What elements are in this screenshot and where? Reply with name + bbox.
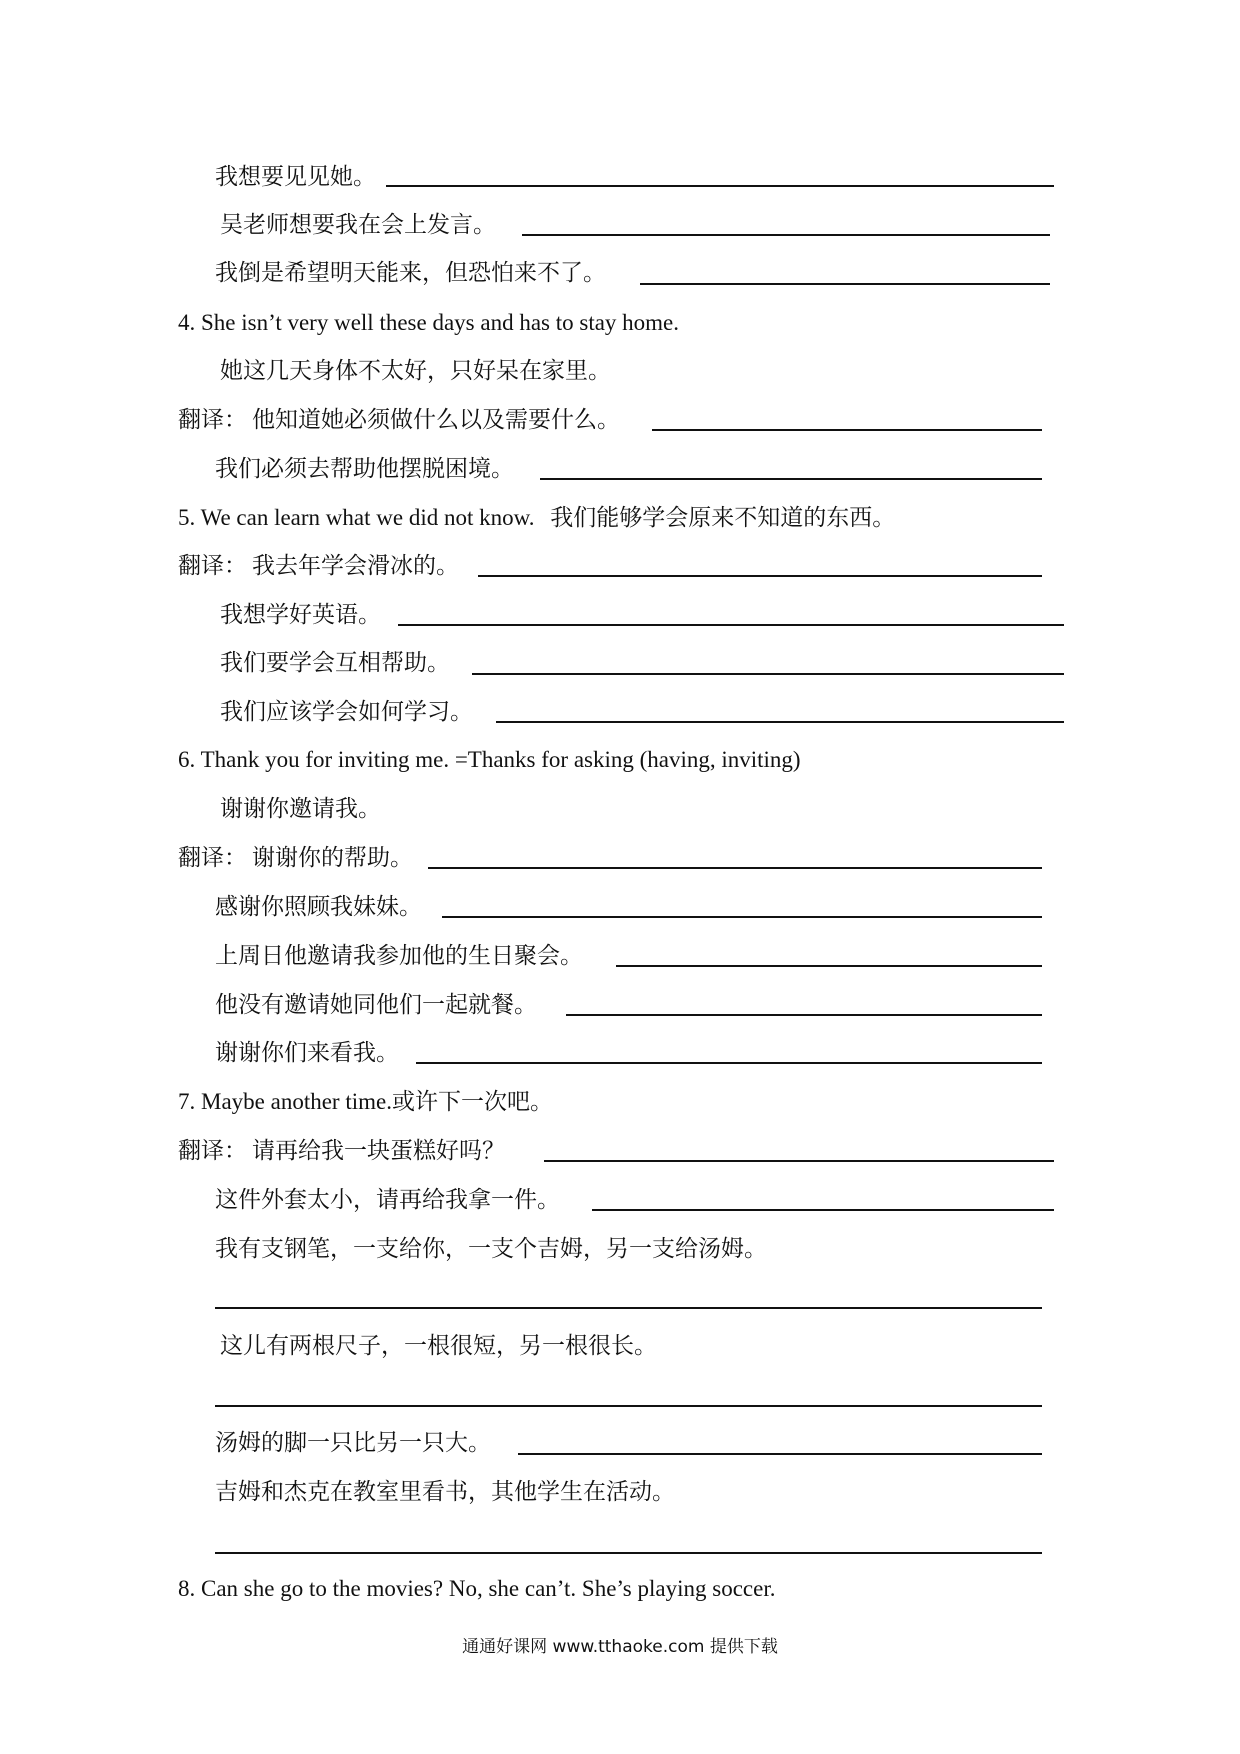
sentence-4-2: 我们必须去帮助他摆脱困境。 [215,456,514,482]
answer-blank[interactable] [416,1062,1042,1064]
answer-blank[interactable] [386,185,1054,187]
answer-blank[interactable] [472,673,1064,675]
section-7-heading-cn: 或许下一次吧。 [391,1089,553,1115]
section-7-heading-en: 7. Maybe another time. [178,1089,392,1114]
section-4-heading: 4. She isn’t very well these days and has to stay home. [178,310,680,335]
sentence-7-6: 吉姆和杰克在教室里看书，其他学生在活动。 [215,1479,675,1505]
sentence-4-1: 他知道她必须做什么以及需要什么。 [252,407,620,433]
section-6-heading: 6. Thank you for inviting me. =Thanks for asking (having, inviting) [178,747,801,772]
sentence-6-3: 上周日他邀请我参加他的生日聚会。 [215,943,583,969]
answer-blank[interactable] [616,965,1042,967]
answer-blank[interactable] [592,1209,1054,1211]
answer-blank[interactable] [215,1307,1042,1309]
section-4-meaning: 她这几天身体不太好，只好呆在家里。 [220,358,611,384]
sentence-6-4: 他没有邀请她同他们一起就餐。 [215,992,537,1018]
translate-label: 翻译： [178,407,247,433]
sentence-7-3: 我有支钢笔，一支给你，一支个吉姆，另一支给汤姆。 [215,1236,767,1262]
section-5-heading-cn: 我们能够学会原来不知道的东西。 [550,505,896,531]
sentence-5-3: 我们要学会互相帮助。 [220,650,450,676]
sentence-7-1: 请再给我一块蛋糕好吗？ [252,1138,505,1164]
answer-blank[interactable] [540,478,1042,480]
answer-blank[interactable] [640,283,1050,285]
answer-blank[interactable] [442,916,1042,918]
sentence-7-5: 汤姆的脚一只比另一只大。 [215,1430,491,1456]
section-8-heading: 8. Can she go to the movies? No, she can’t. She’s playing soccer. [178,1576,776,1601]
answer-blank[interactable] [215,1405,1042,1407]
answer-blank[interactable] [215,1552,1042,1554]
translate-label: 翻译： [178,845,247,871]
section-5-heading [178,501,895,535]
answer-blank[interactable] [566,1014,1042,1016]
answer-blank[interactable] [478,575,1042,577]
translate-label: 翻译： [178,553,247,579]
sentence-7-2: 这件外套太小，请再给我拿一件。 [215,1187,560,1213]
answer-blank[interactable] [652,429,1042,431]
answer-blank[interactable] [522,234,1050,236]
sentence-3-2: 吴老师想要我在会上发言。 [220,212,496,238]
page-footer: 通通好课网 www.tthaoke.com 提供下载 [462,1637,778,1657]
sentence-6-1: 谢谢你的帮助。 [252,845,413,871]
sentence-5-2: 我想学好英语。 [220,602,381,628]
answer-blank[interactable] [496,721,1064,723]
sentence-5-1: 我去年学会滑冰的。 [252,553,459,579]
section-5-heading-en: 5. We can learn what we did not know. [178,505,535,530]
section-6-meaning: 谢谢你邀请我。 [220,796,381,822]
answer-blank[interactable] [544,1160,1054,1162]
translate-label: 翻译： [178,1138,247,1164]
answer-blank[interactable] [518,1453,1042,1455]
sentence-5-4: 我们应该学会如何学习。 [220,699,473,725]
sentence-3-3: 我倒是希望明天能来，但恐怕来不了。 [215,260,606,286]
answer-blank[interactable] [398,624,1064,626]
sentence-7-4: 这儿有两根尺子，一根很短，另一根很长。 [220,1333,657,1359]
section-7-heading [178,1085,553,1119]
sentence-3-1: 我想要见见她。 [215,164,376,190]
answer-blank[interactable] [428,867,1042,869]
sentence-6-2: 感谢你照顾我妹妹。 [215,894,422,920]
sentence-6-5: 谢谢你们来看我。 [215,1040,399,1066]
